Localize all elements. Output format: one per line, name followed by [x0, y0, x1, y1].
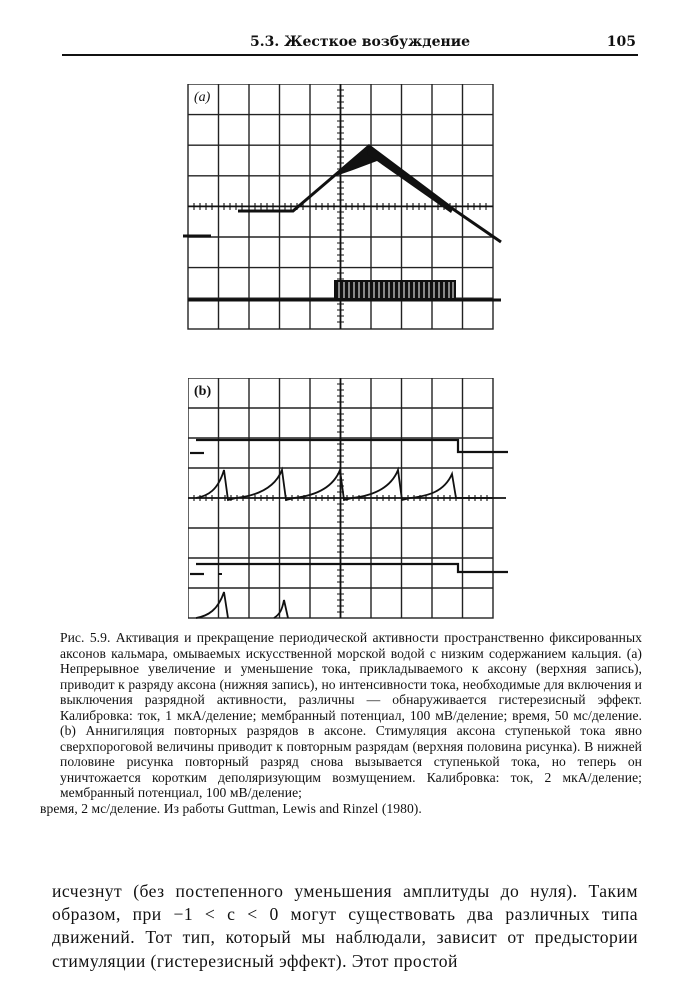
panel-b-label: (b)	[194, 384, 212, 399]
section-title: 5.3. Жесткое возбуждение	[250, 34, 471, 50]
caption-tail: время, 2 мс/деление. Из работы Guttman, Lewis and Rinzel (1980).	[40, 800, 422, 816]
caption-text: Рис. 5.9. Активация и прекращение периодической активности пространственно фиксированных аксонов кальмара, омываемых искусственной морской водой с низким содержанием кальция. (а) Непрерывное увеличение и уменьшение тока, прикладываемого к аксону (верхняя запись), приводит к разряду аксона (нижняя запись), но интенсивности тока, необходимые для включения и выключения разрядной активности, различны — обнаруживается гистерезисный эффект. Калибровка: ток, 1 мкА/деление; мембранный потенциал, 100 мВ/деление; время, 50 мс/деление. (b) Аннигиляция повторных разрядов в аксоне. Стимуляция аксона ступенькой тока явно сверхпороговой величины приводит к повторным разрядам (верхняя половина рисунка). В нижней половине рисунка повторный разряд снова вызывается ступенькой тока, но теперь он уничтожается коротким деполяризующим возмущением. Калибровка: ток, 2 мкА/деление; мембранный потенциал, 100 мВ/деление;	[60, 630, 642, 800]
figure-caption	[40, 630, 642, 816]
body-paragraph: исчезнут (без постепенного уменьшения амплитуды до нуля). Таким образом, при −1 < c < 0 могут существовать два различных типа движений. Тот тип, который мы наблюдали, зависит от предыстории стимуляции (гистерезисный эффект). Этот простой	[52, 881, 638, 971]
oscilloscope-trace-b	[188, 378, 508, 623]
panel-a-label: (a)	[194, 90, 211, 105]
page-number: 105	[606, 34, 636, 50]
oscilloscope-panel-a	[183, 84, 503, 334]
oscilloscope-panel-b	[188, 378, 508, 623]
running-header	[62, 32, 638, 56]
oscilloscope-trace-a	[183, 84, 503, 334]
